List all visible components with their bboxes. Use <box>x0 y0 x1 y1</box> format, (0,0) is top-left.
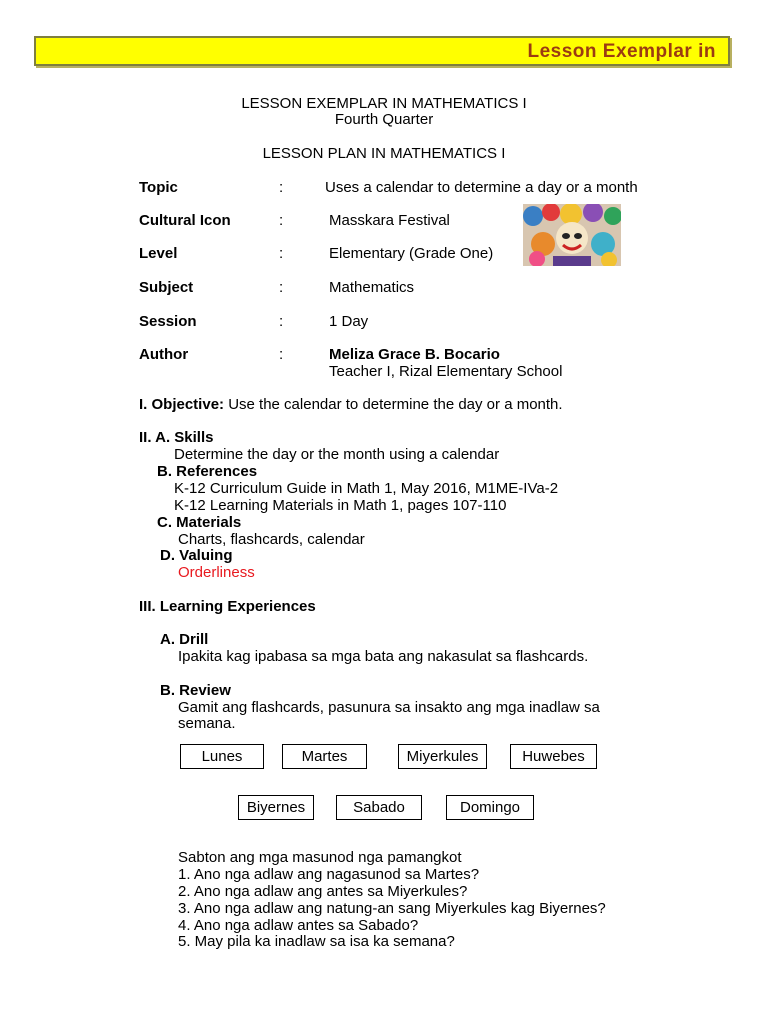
title-banner <box>34 36 730 66</box>
drill-heading: A. Drill <box>160 631 209 648</box>
info-colon: : <box>279 212 284 229</box>
masskara-festival-image <box>523 204 621 266</box>
info-label-subject: Subject <box>139 279 194 296</box>
flashcard-day: Miyerkules <box>398 744 487 769</box>
info-label-author: Author <box>139 346 189 363</box>
objective <box>139 396 563 413</box>
document-title: LESSON EXEMPLAR IN MATHEMATICS I <box>241 95 527 112</box>
questions-intro: Sabton ang mga masunod nga pamangkot <box>178 849 462 866</box>
info-label-level: Level <box>139 245 178 262</box>
info-label-session: Session <box>139 313 197 330</box>
references-heading: B. References <box>157 463 258 480</box>
reference-item: K-12 Learning Materials in Math 1, pages 107-110 <box>174 497 507 514</box>
banner-title: Lesson Exemplar in <box>527 41 716 62</box>
flashcard-day: Domingo <box>446 795 534 820</box>
info-colon: : <box>279 279 284 296</box>
materials-heading: C. Materials <box>157 514 242 531</box>
review-text-cont: semana. <box>178 715 236 732</box>
question-item: 3. Ano nga adlaw ang natung-an sang Miyerkules kag Biyernes? <box>178 900 606 917</box>
info-value-cultural-icon: Masskara Festival <box>329 212 450 229</box>
review-text: Gamit ang flashcards, pasunura sa insakto ang mga inadlaw sa <box>178 699 600 716</box>
info-value-subject: Mathematics <box>329 279 415 296</box>
info-label-cultural-icon: Cultural Icon <box>139 212 231 229</box>
question-item: 4. Ano nga adlaw antes sa Sabado? <box>178 917 419 934</box>
objective-text: Use the calendar to determine the day or a month. <box>224 396 563 413</box>
info-label-topic: Topic <box>139 179 178 196</box>
skills-heading: II. A. Skills <box>139 429 214 446</box>
info-colon: : <box>279 346 284 363</box>
info-value-author-role: Teacher I, Rizal Elementary School <box>329 363 563 380</box>
valuing-heading: D. Valuing <box>160 547 233 564</box>
info-colon: : <box>279 245 284 262</box>
flashcard-day: Martes <box>282 744 367 769</box>
info-value-topic: Uses a calendar to determine a day or a month <box>325 179 638 196</box>
review-heading: B. Review <box>160 682 231 699</box>
reference-item: K-12 Curriculum Guide in Math 1, May 2016, M1ME-IVa-2 <box>174 480 559 497</box>
learning-heading: III. Learning Experiences <box>139 598 316 615</box>
question-item: 5. May pila ka inadlaw sa isa ka semana? <box>178 933 455 950</box>
valuing-text: Orderliness <box>178 564 255 581</box>
question-item: 2. Ano nga adlaw ang antes sa Miyerkules? <box>178 883 468 900</box>
flashcard-day: Sabado <box>336 795 422 820</box>
question-item: 1. Ano nga adlaw ang nagasunod sa Martes? <box>178 866 480 883</box>
info-value-level: Elementary (Grade One) <box>329 245 494 262</box>
flashcard-day: Huwebes <box>510 744 597 769</box>
info-colon: : <box>279 313 284 330</box>
info-colon: : <box>279 179 284 196</box>
info-value-session: 1 Day <box>329 313 369 330</box>
skills-text: Determine the day or the month using a calendar <box>174 446 500 463</box>
quarter-label: Fourth Quarter <box>334 111 434 128</box>
flashcard-day: Lunes <box>180 744 264 769</box>
drill-text: Ipakita kag ipabasa sa mga bata ang nakasulat sa flashcards. <box>178 648 589 665</box>
materials-text: Charts, flashcards, calendar <box>178 531 365 548</box>
flashcard-day: Biyernes <box>238 795 314 820</box>
lesson-plan-title: LESSON PLAN IN MATHEMATICS I <box>262 145 506 162</box>
info-value-author: Meliza Grace B. Bocario <box>329 346 500 363</box>
objective-label: I. Objective: <box>139 396 225 413</box>
